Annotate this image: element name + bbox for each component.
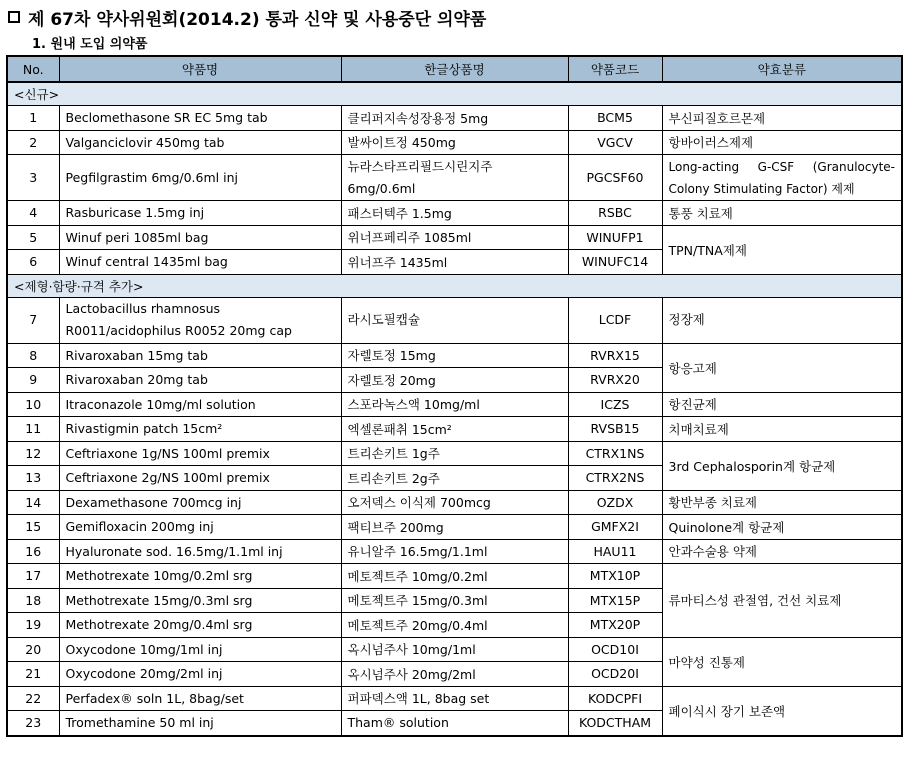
cell-no: 16: [7, 539, 59, 564]
cell-korean-name: 클리퍼지속성장용정 5mg: [341, 106, 568, 131]
cell-korean-name: 퍼파덱스액 1L, 8bag set: [341, 686, 568, 711]
cell-drug-code: ICZS: [568, 392, 662, 417]
cell-drug-name: Methotrexate 15mg/0.3ml srg: [59, 588, 341, 613]
cell-drug-code: WINUFP1: [568, 225, 662, 250]
cell-no: 8: [7, 343, 59, 368]
cell-drug-code: MTX20P: [568, 613, 662, 638]
cell-korean-name: 자렐토정 15mg: [341, 343, 568, 368]
section-label: <신규>: [7, 82, 902, 106]
col-header-no: No.: [7, 56, 59, 82]
table-row: [7, 686, 902, 711]
cell-drug-name: Winuf peri 1085ml bag: [59, 225, 341, 250]
cell-korean-name: 발싸이트정 450mg: [341, 130, 568, 155]
cell-no: 17: [7, 564, 59, 589]
cell-drug-code: WINUFC14: [568, 250, 662, 275]
cell-no: 14: [7, 490, 59, 515]
cell-korean-name: Tham® solution: [341, 711, 568, 736]
cell-drug-code: RVSB15: [568, 417, 662, 442]
cell-classification: 부신피질호르몬제: [662, 106, 902, 131]
table-row: [7, 201, 902, 226]
cell-drug-name: Valganciclovir 450mg tab: [59, 130, 341, 155]
cell-classification: 마약성 진통제: [662, 637, 902, 686]
page-title-text: 제 67차 약사위원회(2014.2) 통과 신약 및 사용중단 의약품: [28, 9, 487, 30]
table-row: [7, 155, 902, 201]
cell-no: 12: [7, 441, 59, 466]
cell-korean-name: 오저덱스 이식제 700mcg: [341, 490, 568, 515]
cell-drug-code: BCM5: [568, 106, 662, 131]
cell-classification: 정장제: [662, 297, 902, 343]
cell-drug-name: Rivaroxaban 20mg tab: [59, 368, 341, 393]
table-row: [7, 490, 902, 515]
cell-classification: 류마티스성 관절염, 건선 치료제: [662, 564, 902, 638]
table-row: [7, 441, 902, 466]
cell-drug-name: Gemifloxacin 200mg inj: [59, 515, 341, 540]
table-row: [7, 297, 902, 343]
cell-drug-name: Beclomethasone SR EC 5mg tab: [59, 106, 341, 131]
cell-drug-code: RVRX15: [568, 343, 662, 368]
cell-drug-code: RSBC: [568, 201, 662, 226]
cell-no: 22: [7, 686, 59, 711]
drug-table: [6, 55, 903, 737]
table-row: [7, 343, 902, 368]
cell-no: 15: [7, 515, 59, 540]
cell-drug-code: VGCV: [568, 130, 662, 155]
table-row: [7, 417, 902, 442]
table-header-row: [7, 56, 902, 82]
cell-no: 2: [7, 130, 59, 155]
cell-drug-name: Lactobacillus rhamnosus R0011/acidophilus R0052 20mg cap: [59, 297, 341, 343]
cell-classification: 3rd Cephalosporin계 항균제: [662, 441, 902, 490]
cell-korean-name: 위너프주 1435ml: [341, 250, 568, 275]
cell-no: 4: [7, 201, 59, 226]
cell-drug-name: Methotrexate 20mg/0.4ml srg: [59, 613, 341, 638]
cell-drug-name: Oxycodone 20mg/2ml inj: [59, 662, 341, 687]
cell-classification: 통풍 치료제: [662, 201, 902, 226]
table-row: [7, 515, 902, 540]
table-row: [7, 539, 902, 564]
cell-no: 19: [7, 613, 59, 638]
cell-korean-name: 위너프페리주 1085ml: [341, 225, 568, 250]
cell-korean-name: 트리손키트 1g주: [341, 441, 568, 466]
cell-korean-name: 유니알주 16.5mg/1.1ml: [341, 539, 568, 564]
cell-drug-code: CTRX1NS: [568, 441, 662, 466]
cell-drug-code: OCD20I: [568, 662, 662, 687]
cell-drug-name: Ceftriaxone 1g/NS 100ml premix: [59, 441, 341, 466]
cell-no: 9: [7, 368, 59, 393]
cell-drug-name: Winuf central 1435ml bag: [59, 250, 341, 275]
cell-korean-name: 트리손키트 2g주: [341, 466, 568, 491]
section-row-new: [7, 82, 902, 106]
section-row-added: [7, 274, 902, 297]
cell-no: 7: [7, 297, 59, 343]
cell-drug-name: Ceftriaxone 2g/NS 100ml premix: [59, 466, 341, 491]
table-row: [7, 225, 902, 250]
cell-drug-name: Perfadex® soln 1L, 8bag/set: [59, 686, 341, 711]
cell-korean-name: 옥시넘주사 20mg/2ml: [341, 662, 568, 687]
cell-drug-name: Rivastigmin patch 15cm²: [59, 417, 341, 442]
cell-no: 23: [7, 711, 59, 736]
cell-drug-name: Rivaroxaban 15mg tab: [59, 343, 341, 368]
cell-korean-name: 팩티브주 200mg: [341, 515, 568, 540]
cell-korean-name: 메토젝트주 15mg/0.3ml: [341, 588, 568, 613]
cell-classification: TPN/TNA제제: [662, 225, 902, 274]
cell-classification: 치매치료제: [662, 417, 902, 442]
cell-korean-name: 자렐토정 20mg: [341, 368, 568, 393]
cell-drug-code: HAU11: [568, 539, 662, 564]
cell-drug-name: Itraconazole 10mg/ml solution: [59, 392, 341, 417]
cell-classification: Long-acting G-CSF (Granulocyte-Colony Stimulating Factor) 제제: [662, 155, 902, 201]
cell-korean-name: 옥시넘주사 10mg/1ml: [341, 637, 568, 662]
cell-no: 6: [7, 250, 59, 275]
cell-classification: 폐이식시 장기 보존액: [662, 686, 902, 736]
cell-drug-code: OZDX: [568, 490, 662, 515]
table-row: [7, 392, 902, 417]
col-header-korean-name: 한글상품명: [341, 56, 568, 82]
cell-korean-name: 메토젝트주 20mg/0.4ml: [341, 613, 568, 638]
cell-no: 3: [7, 155, 59, 201]
cell-korean-name: 메토젝트주 10mg/0.2ml: [341, 564, 568, 589]
cell-drug-code: KODCPFI: [568, 686, 662, 711]
cell-no: 13: [7, 466, 59, 491]
cell-drug-code: KODCTHAM: [568, 711, 662, 736]
cell-drug-code: RVRX20: [568, 368, 662, 393]
cell-classification: Quinolone계 항균제: [662, 515, 902, 540]
cell-drug-code: PGCSF60: [568, 155, 662, 201]
cell-drug-name: Rasburicase 1.5mg inj: [59, 201, 341, 226]
cell-no: 20: [7, 637, 59, 662]
col-header-classification: 약효분류: [662, 56, 902, 82]
section-label: <제형·함량·규격 추가>: [7, 274, 902, 297]
cell-classification: 황반부종 치료제: [662, 490, 902, 515]
table-row: [7, 637, 902, 662]
cell-korean-name: 뉴라스타프리필드시린지주 6mg/0.6ml: [341, 155, 568, 201]
table-row: [7, 130, 902, 155]
cell-drug-code: MTX15P: [568, 588, 662, 613]
cell-no: 11: [7, 417, 59, 442]
cell-drug-name: Tromethamine 50 ml inj: [59, 711, 341, 736]
cell-drug-code: CTRX2NS: [568, 466, 662, 491]
cell-classification: 항바이러스제제: [662, 130, 902, 155]
col-header-drug-name: 약품명: [59, 56, 341, 82]
cell-drug-name: Hyaluronate sod. 16.5mg/1.1ml inj: [59, 539, 341, 564]
cell-drug-name: Methotrexate 10mg/0.2ml srg: [59, 564, 341, 589]
cell-drug-code: OCD10I: [568, 637, 662, 662]
cell-korean-name: 스포라녹스액 10mg/ml: [341, 392, 568, 417]
cell-drug-name: Oxycodone 10mg/1ml inj: [59, 637, 341, 662]
section-subtitle: 1. 원내 도입 의약품: [32, 36, 148, 52]
page-title: [8, 3, 486, 31]
col-header-drug-code: 약품코드: [568, 56, 662, 82]
cell-drug-name: Dexamethasone 700mcg inj: [59, 490, 341, 515]
cell-korean-name: 라시도필캡슐: [341, 297, 568, 343]
cell-korean-name: 패스터텍주 1.5mg: [341, 201, 568, 226]
cell-classification: 안과수술용 약제: [662, 539, 902, 564]
cell-drug-code: MTX10P: [568, 564, 662, 589]
cell-no: 18: [7, 588, 59, 613]
checkbox-square-icon: [8, 11, 20, 23]
cell-classification: 항진균제: [662, 392, 902, 417]
cell-no: 21: [7, 662, 59, 687]
cell-no: 10: [7, 392, 59, 417]
cell-drug-code: GMFX2I: [568, 515, 662, 540]
cell-no: 1: [7, 106, 59, 131]
cell-drug-name: Pegfilgrastim 6mg/0.6ml inj: [59, 155, 341, 201]
table-row: [7, 564, 902, 589]
table-row: [7, 106, 902, 131]
cell-classification: 항응고제: [662, 343, 902, 392]
cell-drug-code: LCDF: [568, 297, 662, 343]
cell-korean-name: 엑셀론패취 15cm²: [341, 417, 568, 442]
cell-no: 5: [7, 225, 59, 250]
